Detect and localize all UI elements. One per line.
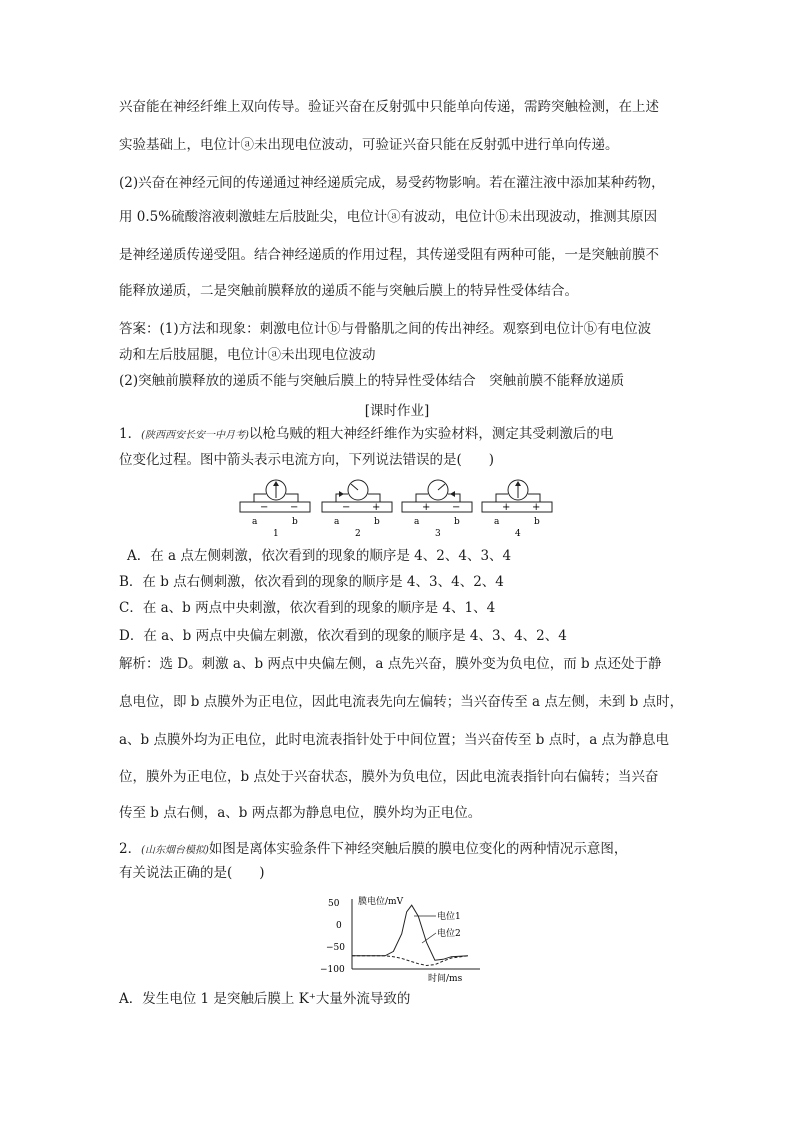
answer-line-2: 动和左后肢屈腿，电位计ⓐ未出现电位波动 xyxy=(119,347,376,363)
panel-4-right-sign: + xyxy=(532,502,541,513)
y-tick-minus-100: −100 xyxy=(320,965,345,975)
q1-option-b: B．在 b 点右侧刺激，依次看到的现象的顺序是 4、3、4、2、4 xyxy=(119,574,504,590)
panel-4-a: a xyxy=(494,517,500,527)
panel-3-right-sign: − xyxy=(452,502,461,513)
y-axis-label: 膜电位/mV xyxy=(358,897,404,907)
panel-4-b: b xyxy=(534,517,540,527)
y-tick-minus-50: −50 xyxy=(326,943,345,953)
panel-1-left-sign: − xyxy=(260,502,269,513)
legend-potential-2: 电位2 xyxy=(437,929,461,939)
panel-2-left-sign: − xyxy=(342,502,351,513)
panel-2-a: a xyxy=(334,517,340,527)
legend-potential-1: 电位1 xyxy=(437,912,461,922)
q2-stem-line-2: 有关说法正确的是( ) xyxy=(119,865,265,881)
q1-analysis-line-5: 传至 b 点右侧，a、b 两点都为静息电位，膜外均为正电位。 xyxy=(119,805,482,821)
intro-line-4: 用 0.5%硫酸溶液刺激蛙左后肢趾尖，电位计ⓐ有波动，电位计ⓑ未出现波动，推测其原因 xyxy=(119,209,658,225)
q1-stem-line-1 xyxy=(119,425,613,445)
panel-1-a: a xyxy=(252,517,258,527)
y-tick-0: 0 xyxy=(336,921,342,931)
membrane-potential-chart xyxy=(318,893,498,985)
panel-2-b: b xyxy=(374,517,380,527)
q1-number: 1． xyxy=(119,426,142,442)
intro-line-5: 是神经递质传递受阻。结合神经递质的作用过程，其传递受阻有两种可能，一是突触前膜不 xyxy=(119,247,659,263)
panel-1-b: b xyxy=(292,517,298,527)
q1-analysis-line-1: 解析：选 D。刺激 a、b 两点中央偏左侧，a 点先兴奋，膜外变为负电位，而 b 点还处于静 xyxy=(119,656,662,672)
q1-option-a: A．在 a 点左侧刺激，依次看到的现象的顺序是 4、2、4、3、4 xyxy=(127,548,512,564)
q2-option-a: A．发生电位 1 是突触后膜上 K⁺大量外流导致的 xyxy=(119,991,411,1007)
q2-number: 2． xyxy=(119,841,142,857)
q2-source: (山东烟台模拟) xyxy=(141,845,209,856)
intro-line-2: 实验基础上，电位计ⓐ未出现电位波动，可验证兴奋只能在反射弧中进行单向传递。 xyxy=(119,137,619,153)
q1-stem-line-2: 位变化过程。图中箭头表示电流方向，下列说法错误的是( ) xyxy=(119,452,495,468)
panel-3 xyxy=(402,480,472,539)
q1-option-c: C．在 a、b 两点中央刺激，依次看到的现象的顺序是 4、1、4 xyxy=(119,600,496,616)
q1-source: (陕西西安长安一中月考) xyxy=(141,430,249,441)
q1-analysis-line-3: a、b 点膜外均为正电位，此时电流表指针处于中间位置；当兴奋传至 b 点时，a 点为静息电 xyxy=(119,732,670,748)
panel-1-number: 1 xyxy=(273,529,279,539)
panel-4-left-sign: + xyxy=(502,502,511,513)
y-tick-50: 50 xyxy=(328,899,340,909)
answer-line-3: (2)突触前膜释放的递质不能与突触后膜上的特异性受体结合 突触前膜不能释放递质 xyxy=(119,373,625,389)
panel-3-a: a xyxy=(414,517,420,527)
panel-2 xyxy=(322,480,392,539)
panel-2-right-sign: + xyxy=(372,502,381,513)
q1-analysis-line-4: 位，膜外为正电位，b 点处于兴奋状态，膜外为负电位，因此电流表指针向右偏转；当兴奋 xyxy=(119,769,659,785)
panel-2-number: 2 xyxy=(355,529,361,539)
q1-option-d: D．在 a、b 两点中央偏左刺激，依次看到的现象的顺序是 4、3、4、2、4 xyxy=(119,628,567,644)
intro-line-3: (2)兴奋在神经元间的传递通过神经递质完成，易受药物影响。若在灌注液中添加某种药物， xyxy=(119,175,665,191)
panel-1 xyxy=(240,480,310,539)
intro-line-1: 兴奋能在神经纤维上双向传导。验证兴奋在反射弧中只能单向传递，需跨突触检测，在上述 xyxy=(119,99,659,115)
x-axis-label: 时间/ms xyxy=(428,974,463,984)
panel-4-number: 4 xyxy=(515,529,521,539)
panel-3-b: b xyxy=(454,517,460,527)
panel-3-number: 3 xyxy=(435,529,441,539)
q2-stem: 如图是离体实验条件下神经突触后膜的膜电位变化的两种情况示意图， xyxy=(208,841,628,857)
answer-line-1: 答案：(1)方法和现象：刺激电位计ⓑ与骨骼肌之间的传出神经。观察到电位计ⓑ有电位波 xyxy=(119,321,652,337)
q2-stem-line-1 xyxy=(119,840,627,860)
galvanometer-figure xyxy=(232,476,562,540)
q1-analysis-line-2: 息电位，即 b 点膜外为正电位，因此电流表先向左偏转；当兴奋传至 a 点左侧，未到 b 点时， xyxy=(119,694,684,710)
q1-stem: 以枪乌贼的粗大神经纤维作为实验材料，测定其受刺激后的电 xyxy=(248,426,614,442)
panel-3-left-sign: + xyxy=(422,502,431,513)
panel-4 xyxy=(482,480,552,539)
section-title: [课时作业] xyxy=(364,403,430,419)
intro-line-6: 能释放递质，二是突触前膜释放的递质不能与突触后膜上的特异性受体结合。 xyxy=(119,283,578,299)
panel-1-right-sign: − xyxy=(290,502,299,513)
